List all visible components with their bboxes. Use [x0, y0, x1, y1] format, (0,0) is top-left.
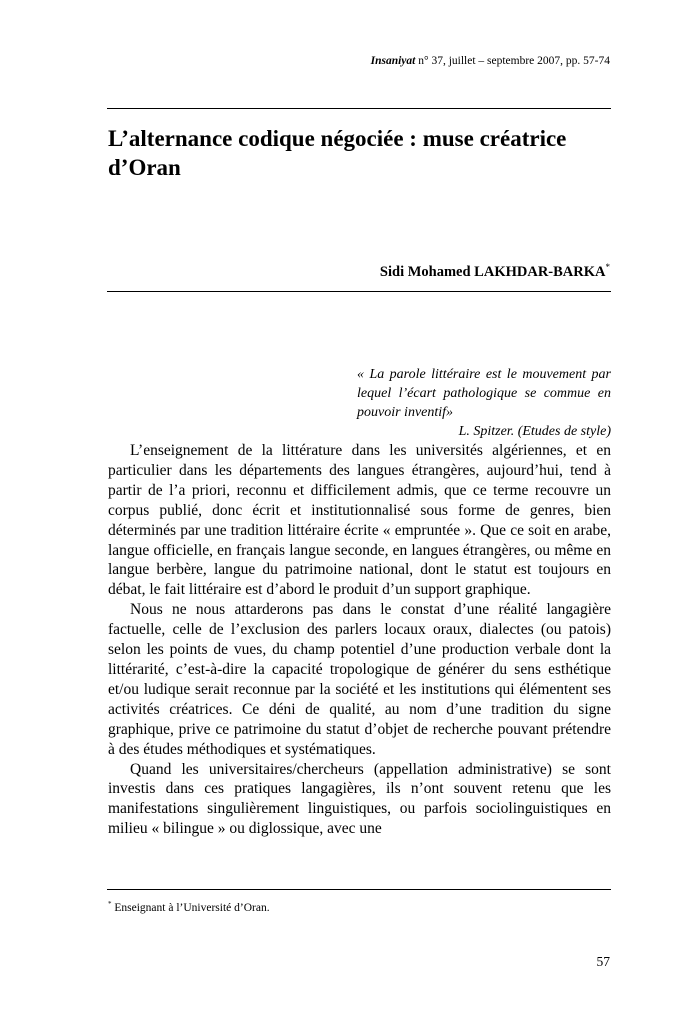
header-rule [107, 108, 611, 109]
article-title: L’alternance codique négociée : muse créatrice d’Oran [108, 126, 567, 180]
footnote [108, 900, 270, 914]
footnote-mark: * [108, 900, 112, 908]
page-number: 57 [596, 954, 610, 969]
epigraph [357, 365, 611, 441]
epigraph-attribution: L. Spitzer. (Etudes de style) [458, 424, 611, 439]
footnote-text: Enseignant à l’Université d’Oran. [111, 901, 270, 914]
author-name: Sidi Mohamed LAKHDAR-BARKA [379, 263, 606, 280]
footnote-rule [107, 889, 611, 890]
author-footnote-mark: * [605, 262, 610, 272]
journal-name: Insaniyat [370, 55, 416, 67]
journal-citation: n° 37, juillet – septembre 2007, pp. 57-74 [415, 55, 610, 67]
author-rule [107, 291, 611, 292]
paragraph: Nous ne nous attarderons pas dans le constat d’une réalité langagière factuelle, celle de l’exclusion des parlers locaux oraux, dialectes (ou patois) selon les points de vues, du champ potentiel d’une production verbale dont la littérarité, c’est-à-dire la capacité tropologique de générer du sens esthétique et/ou ludique serait reconnue par la société et les institutions qui élémentent ses activités créatrices. Ce déni de qualité, au nom d’une tradition du signe graphique, prive ce patrimoine du statut d’objet de recherche pouvant prétendre à des études méthodiques et systématiques. [108, 601, 611, 758]
running-header [371, 55, 610, 67]
body-text [108, 441, 611, 839]
epigraph-quote: « La parole littéraire est le mouvement par lequel l’écart pathologique se commue en pouvoir inventif» [357, 367, 611, 420]
paragraph: Quand les universitaires/chercheurs (appellation administrative) se sont investis dans ces pratiques langagières, ils n’ont souvent retenu que les manifestations singulièrement linguistiques, ou parfois sociolinguistiques en milieu « bilingue » ou diglossique, avec une [108, 760, 611, 838]
author-line [380, 262, 610, 281]
paragraph: L’enseignement de la littérature dans les universités algériennes, et en particulier dans les départements des langues étrangères, aujourd’hui, tend à partir de l’a priori, reconnu et difficilement admis, que ce terme recouvre un corpus publié, donc écrit et institutionnalisé sous forme de genres, bien déterminés par une tradition littéraire écrite « empruntée ». Que ce soit en arabe, langue officielle, en français langue seconde, en langues étrangères, ou même en langue berbère, langue du patrimoine national, dont le statut est toujours en débat, le fait littéraire est d’abord le produit d’un support graphique. [108, 442, 611, 599]
